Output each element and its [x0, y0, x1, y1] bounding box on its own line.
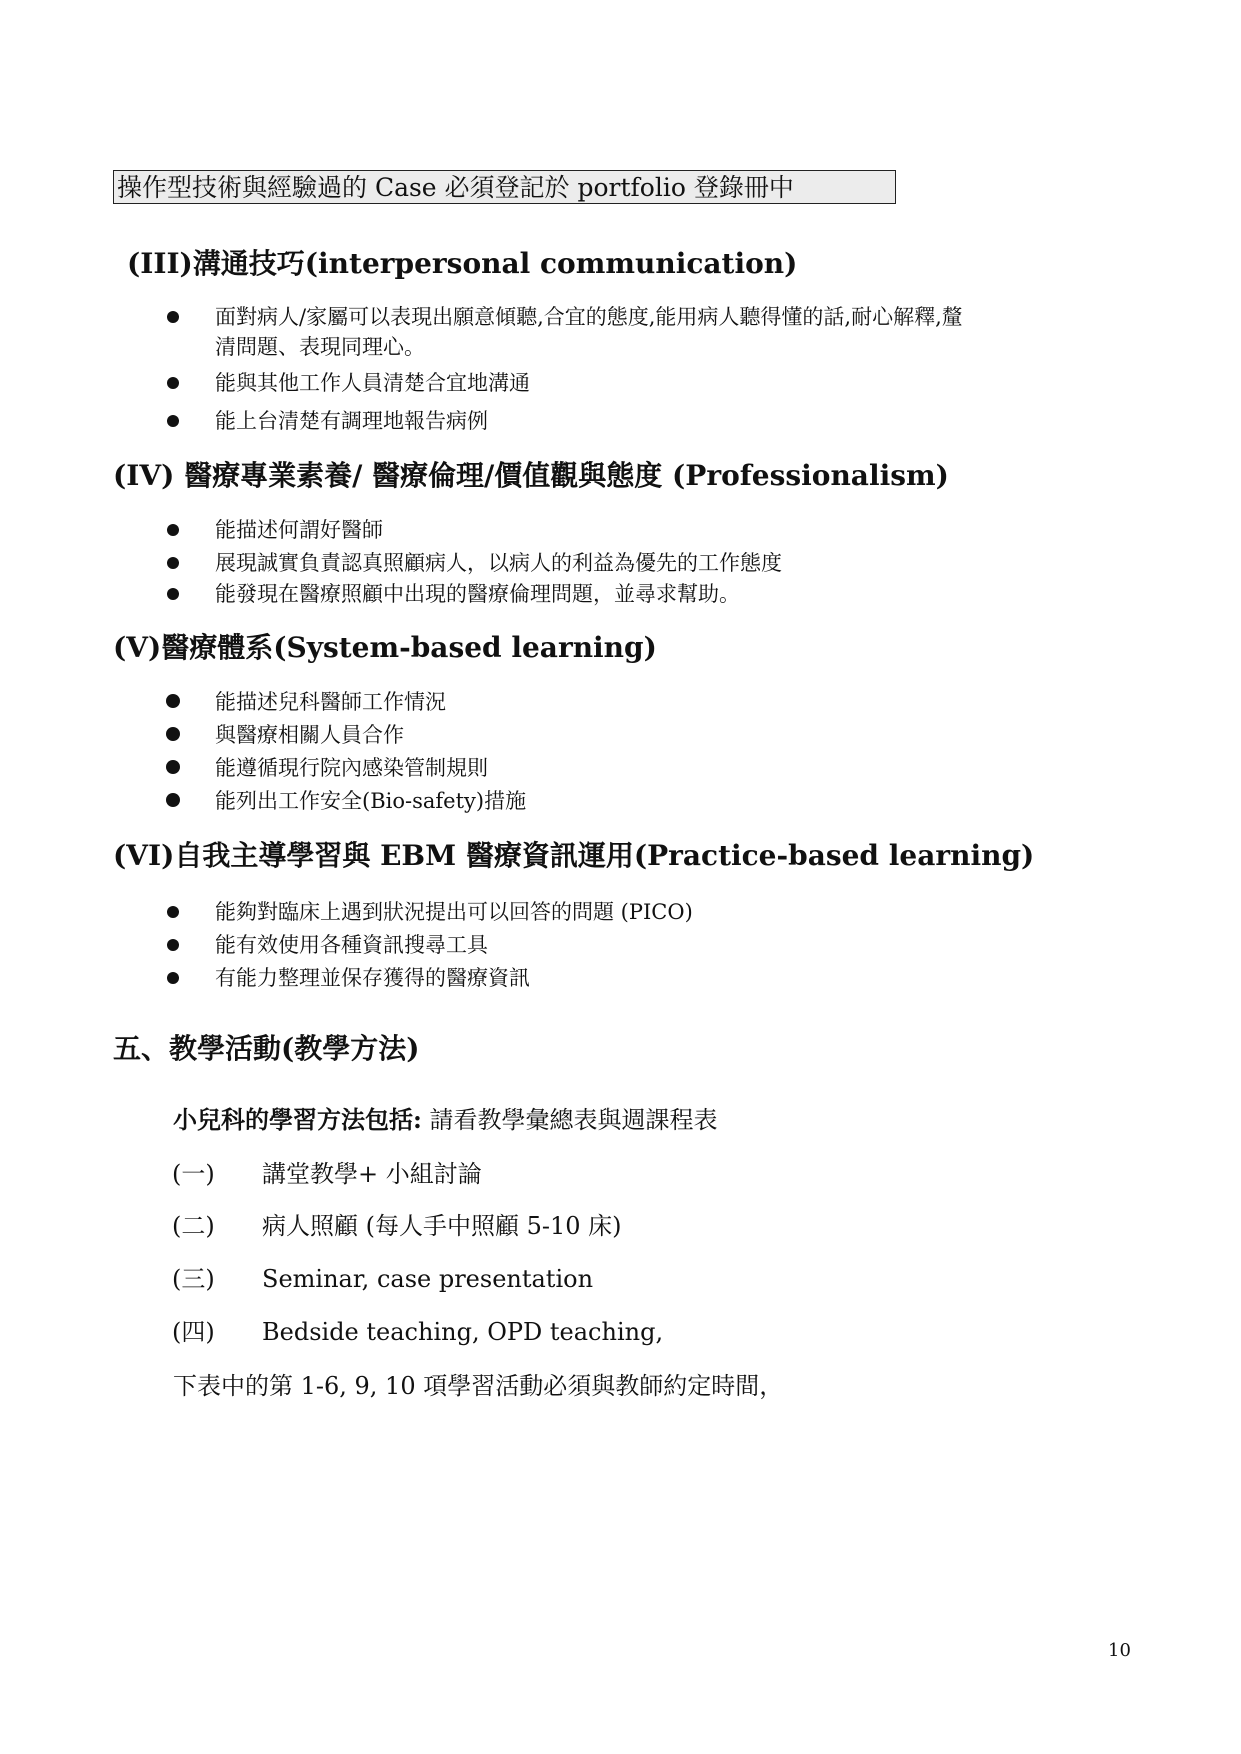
list-item: 能遵循現行院內感染管制規則 — [215, 756, 488, 780]
list-item: 展現誠實負責認真照顧病人，以病人的利益為優先的工作態度 — [215, 551, 782, 575]
bullet-icon — [167, 311, 179, 323]
method-number: (三) — [172, 1265, 215, 1293]
section-iv-heading: (IV) 醫療專業素養/ 醫療倫理/價值觀與態度 (Professionalism) — [113, 459, 949, 492]
bullet-icon — [167, 972, 179, 984]
bullet-icon — [166, 760, 180, 774]
method-number: (四) — [172, 1318, 215, 1346]
bullet-icon — [167, 415, 179, 427]
method-text: 講堂教學+ 小組討論 — [262, 1160, 482, 1188]
list-item: 與醫療相關人員合作 — [215, 723, 404, 747]
list-item: 能夠對臨床上遇到狀況提出可以回答的問題 (PICO) — [215, 900, 693, 924]
page-number: 10 — [1108, 1640, 1131, 1661]
bullet-icon — [166, 727, 180, 741]
bullet-icon — [167, 588, 179, 600]
list-item-continuation: 清問題、表現同理心。 — [215, 335, 425, 359]
list-item: 能與其他工作人員清楚合宜地溝通 — [215, 371, 530, 395]
intro-text: 請看教學彙總表與週課程表 — [421, 1106, 718, 1134]
learning-methods-intro — [173, 1104, 718, 1136]
section-v-heading: (V)醫療體系(System-based learning) — [113, 631, 657, 664]
bullet-icon — [167, 906, 179, 918]
list-item: 能描述兒科醫師工作情況 — [215, 690, 446, 714]
bullet-icon — [167, 377, 179, 389]
portfolio-note-box: 操作型技術與經驗過的 Case 必須登記於 portfolio 登錄冊中 — [113, 170, 896, 204]
intro-label: 小兒科的學習方法包括: — [173, 1105, 422, 1134]
bullet-icon — [167, 939, 179, 951]
bullet-icon — [167, 524, 179, 536]
method-number: (二) — [172, 1212, 215, 1240]
list-item: 能列出工作安全(Bio-safety)措施 — [215, 789, 527, 813]
bullet-icon — [166, 793, 180, 807]
method-text: 病人照顧 (每人手中照顧 5-10 床) — [262, 1212, 622, 1240]
method-text: Bedside teaching, OPD teaching, — [262, 1318, 664, 1346]
list-item: 能有效使用各種資訊搜尋工具 — [215, 933, 488, 957]
list-item: 能描述何謂好醫師 — [215, 518, 383, 542]
method-number: (一) — [172, 1160, 215, 1188]
list-item: 能上台清楚有調理地報告病例 — [215, 409, 488, 433]
bullet-icon — [167, 557, 179, 569]
list-item: 有能力整理並保存獲得的醫療資訊 — [215, 966, 530, 990]
bullet-icon — [166, 694, 180, 708]
list-item: 能發現在醫療照顧中出現的醫療倫理問題，並尋求幫助。 — [215, 582, 740, 606]
scheduling-note: 下表中的第 1-6, 9, 10 項學習活動必須與教師約定時間， — [173, 1372, 784, 1400]
section-vi-heading: (VI)自我主導學習與 EBM 醫療資訊運用(Practice-based learning) — [113, 839, 1035, 872]
section-5-heading: 五、教學活動(教學方法) — [113, 1032, 420, 1065]
list-item: 面對病人/家屬可以表現出願意傾聽,合宜的態度,能用病人聽得懂的話,耐心解釋,釐 — [215, 305, 963, 329]
method-text: Seminar, case presentation — [262, 1265, 594, 1293]
section-iii-heading: (III)溝通技巧(interpersonal communication) — [127, 247, 798, 280]
